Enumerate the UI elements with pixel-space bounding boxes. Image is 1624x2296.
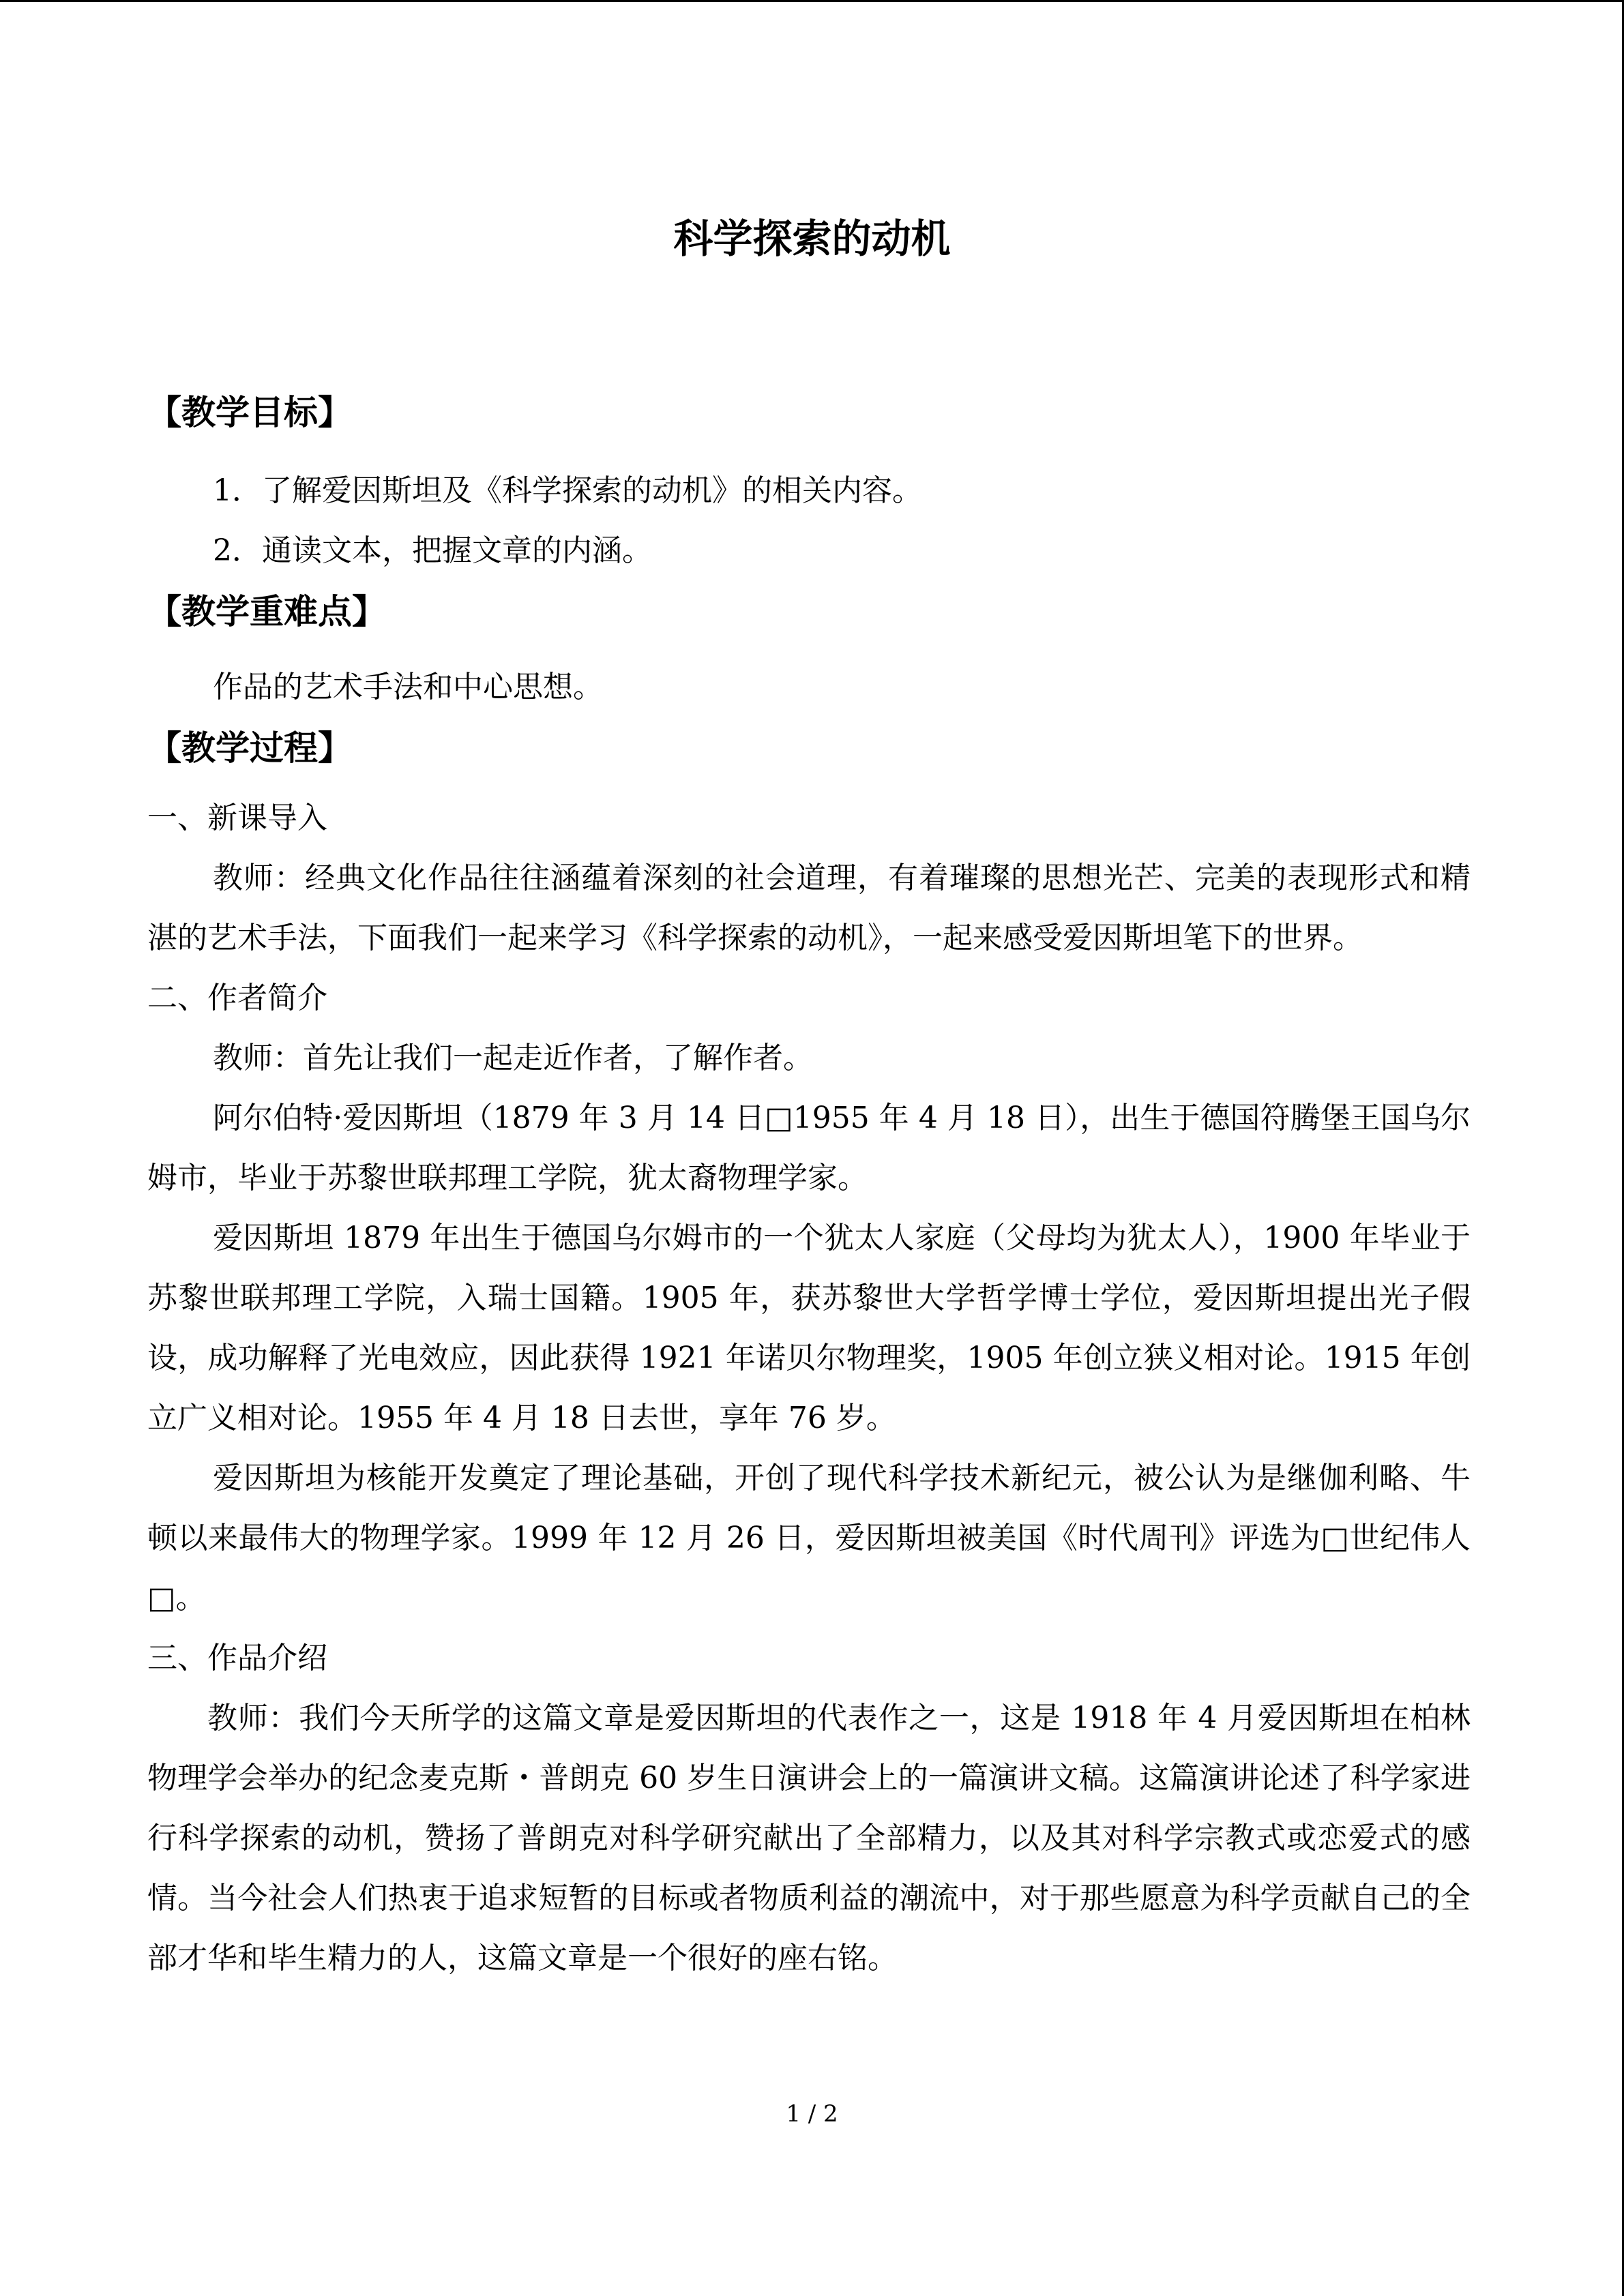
section-work-text: 教师：我们今天所学的这篇文章是爱因斯坦的代表作之一，这是 1918 年 4 月爱因斯坦在柏林物理学会举办的纪念麦克斯・普朗克 60 岁生日演讲会上的一篇演讲文稿。这篇演讲论述了科学家进行科学探索的动机，赞扬了普朗克对科学研究献出了全部精力，以及其对科学宗教式或恋爱式的感情。当今社会人们热衷于追求短暂的目标或者物质利益的潮流中，对于那些愿意为科学贡献自己的全部才华和毕生精力的人，这篇文章是一个很好的座右铭。 xyxy=(147,1701,1471,1976)
heading-process: 【教学过程】 xyxy=(147,728,352,768)
document-title: 科学探索的动机 xyxy=(673,215,951,262)
page-border-top xyxy=(0,0,1624,2)
author-paragraph-4: 爱因斯坦为核能开发奠定了理论基础，开创了现代科学技术新纪元，被公认为是继伽利略、牛顿以来最伟大的物理学家。1999 年 12 月 26 日，爱因斯坦被美国《时代周刊》评选为□世纪伟人□。 xyxy=(147,1461,1471,1615)
document-body xyxy=(147,382,1471,1988)
page-number: 1 / 2 xyxy=(786,2100,838,2128)
heading-objectives: 【教学目标】 xyxy=(147,393,352,432)
author-paragraph-1: 教师：首先让我们一起走近作者，了解作者。 xyxy=(213,1041,813,1075)
section-intro-text: 教师：经典文化作品往往涵蕴着深刻的社会道理，有着璀璨的思想光芒、完美的表现形式和精湛的艺术手法，下面我们一起来学习《科学探索的动机》，一起来感受爱因斯坦笔下的世界。 xyxy=(147,861,1471,955)
key-points-text: 作品的艺术手法和中心思想。 xyxy=(213,670,603,704)
author-paragraph-2: 阿尔伯特·爱因斯坦（1879 年 3 月 14 日□1955 年 4 月 18 日），出生于德国符腾堡王国乌尔姆市，毕业于苏黎世联邦理工学院，犹太裔物理学家。 xyxy=(147,1101,1471,1195)
author-paragraph-3: 爱因斯坦 1879 年出生于德国乌尔姆市的一个犹太人家庭（父母均为犹太人），1900 年毕业于苏黎世联邦理工学院，入瑞士国籍。1905 年，获苏黎世大学哲学博士学位，爱因斯坦提出光子假设，成功解释了光电效应，因此获得 1921 年诺贝尔物理奖，1905 年创立狭义相对论。1915 年创立广义相对论。1955 年 4 月 18 日去世，享年 76 岁。 xyxy=(147,1221,1471,1435)
objective-item-1: 1．了解爱因斯坦及《科学探索的动机》的相关内容。 xyxy=(213,473,922,508)
objective-item-2: 2．通读文本，把握文章的内涵。 xyxy=(213,533,652,568)
section-work-title: 三、作品介绍 xyxy=(147,1641,327,1675)
section-intro-title: 一、新课导入 xyxy=(147,801,327,835)
section-author-title: 二、作者简介 xyxy=(147,981,327,1015)
heading-key-points: 【教学重难点】 xyxy=(147,592,386,631)
